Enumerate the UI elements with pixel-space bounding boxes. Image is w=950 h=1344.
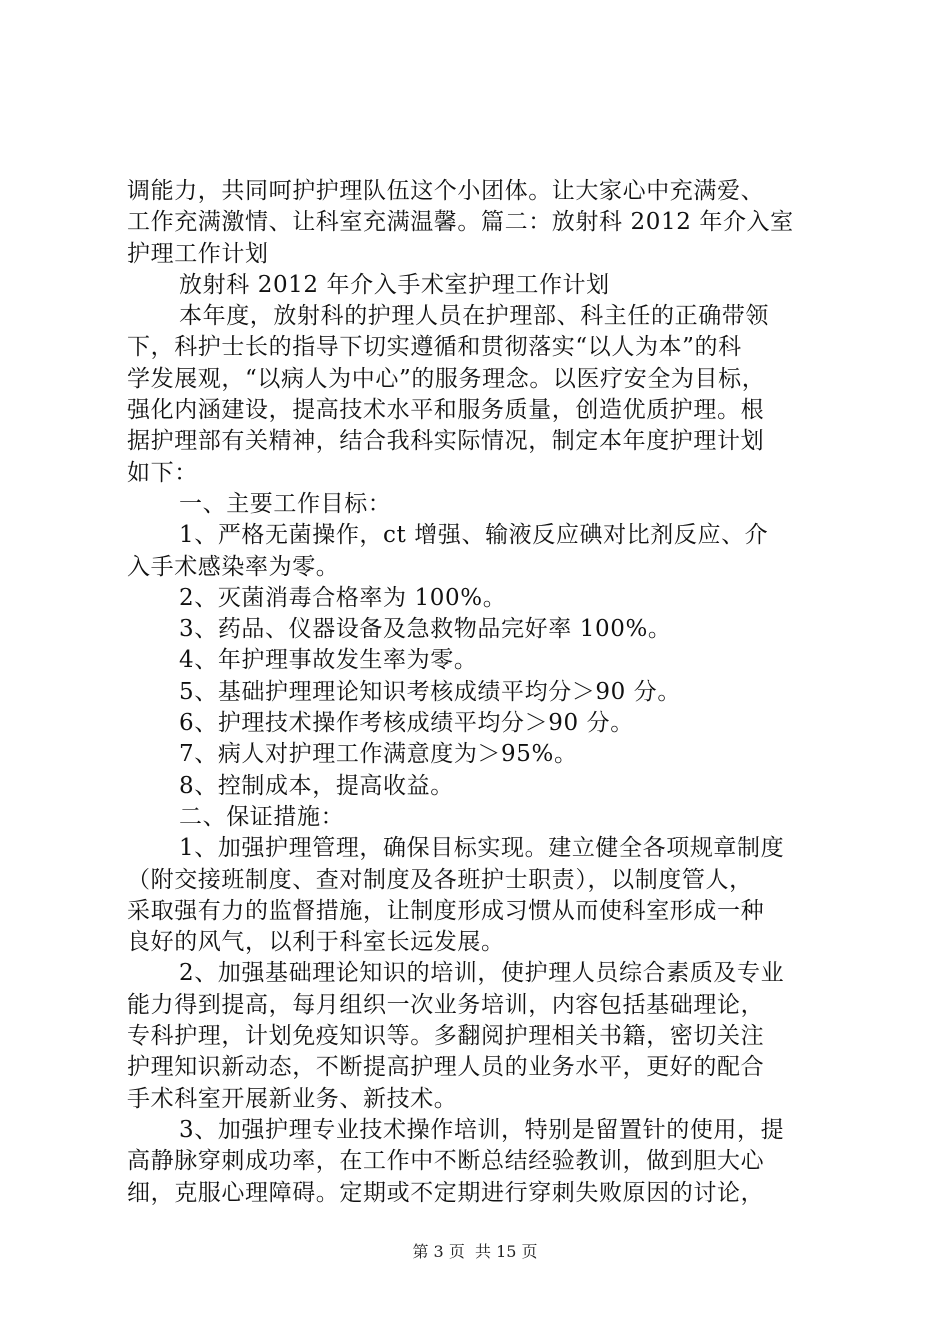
- text-line: 工作充满激情、让科室充满温馨。篇二：放射科 2012 年介入室: [127, 209, 794, 236]
- text-line: 专科护理，计划免疫知识等。多翻阅护理相关书籍，密切关注: [127, 1023, 765, 1050]
- text-line: （附交接班制度、查对制度及各班护士职责），以制度管人，: [127, 866, 753, 893]
- text-line: 1、加强护理管理，确保目标实现。建立健全各项规章制度: [179, 835, 785, 862]
- text-line: 细，克服心理障碍。定期或不定期进行穿刺失败原因的讨论，: [127, 1179, 765, 1206]
- text-line: 一、主要工作目标：: [179, 490, 392, 517]
- text-line: 学发展观，“以病人为中心”的服务理念。以医疗安全为目标，: [127, 365, 766, 392]
- text-line: 手术科室开展新业务、新技术。: [127, 1085, 458, 1112]
- text-line: 2、加强基础理论知识的培训，使护理人员综合素质及专业: [179, 960, 785, 987]
- text-line: 能力得到提高，每月组织一次业务培训，内容包括基础理论，: [127, 991, 765, 1018]
- text-line: 二、保证措施：: [179, 803, 345, 830]
- text-line: 高静脉穿刺成功率，在工作中不断总结经验教训，做到胆大心: [127, 1148, 765, 1175]
- text-line: 8、控制成本，提高收益。: [179, 772, 454, 799]
- page-footer: [0, 1242, 950, 1262]
- text-line: 5、基础护理理论知识考核成绩平均分＞90 分。: [179, 678, 682, 705]
- text-line: 2、灭菌消毒合格率为 100%。: [179, 584, 507, 611]
- text-line: 1、严格无菌操作，ct 增强、输液反应碘对比剂反应、介: [179, 522, 769, 549]
- text-line: 强化内涵建设，提高技术水平和服务质量，创造优质护理。根: [127, 397, 765, 424]
- text-line: 采取强有力的监督措施，让制度形成习惯从而使科室形成一种: [127, 897, 765, 924]
- text-line: 调能力，共同呵护护理队伍这个小团体。让大家心中充满爱、: [127, 178, 765, 204]
- text-line: 6、护理技术操作考核成绩平均分＞90 分。: [179, 710, 634, 737]
- text-line: 7、病人对护理工作满意度为＞95%。: [179, 741, 578, 768]
- page-number-label: 第 3 页 共 15 页: [412, 1242, 538, 1261]
- text-line: 下，科护士长的指导下切实遵循和贯彻落实“以人为本”的科: [127, 334, 742, 361]
- document-body: [127, 176, 837, 1209]
- text-line: 良好的风气，以利于科室长远发展。: [127, 929, 505, 956]
- text-line: 放射科 2012 年介入手术室护理工作计划: [179, 271, 610, 298]
- text-line: 护理知识新动态，不断提高护理人员的业务水平，更好的配合: [127, 1054, 765, 1081]
- text-line: 本年度，放射科的护理人员在护理部、科主任的正确带领: [179, 303, 769, 330]
- text-line: 4、年护理事故发生率为零。: [179, 647, 478, 674]
- text-line: 据护理部有关精神，结合我科实际情况，制定本年度护理计划: [127, 428, 765, 455]
- text-line: 3、药品、仪器设备及急救物品完好率 100%。: [179, 616, 672, 643]
- text-line: 入手术感染率为零。: [127, 553, 340, 580]
- text-line: 3、加强护理专业技术操作培训，特别是留置针的使用，提: [179, 1116, 785, 1143]
- text-line: 护理工作计划: [127, 240, 269, 267]
- text-line: 如下：: [127, 459, 198, 486]
